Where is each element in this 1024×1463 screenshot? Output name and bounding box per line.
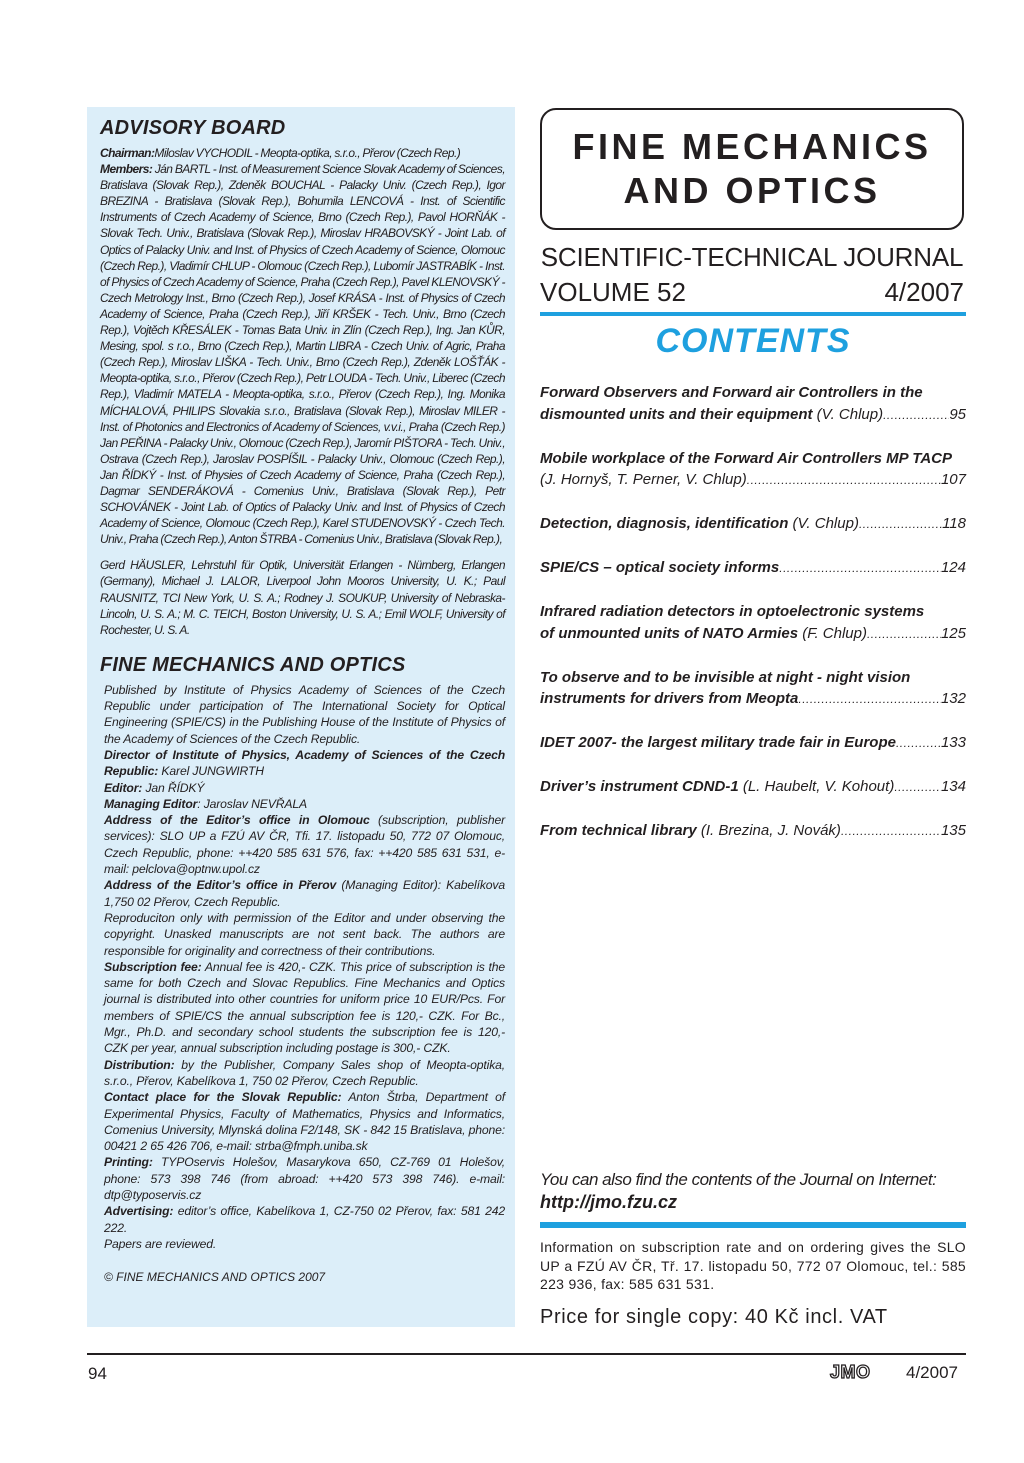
volume-row (540, 277, 964, 308)
advisory-board-title: ADVISORY BOARD (100, 117, 286, 139)
toc-entry[interactable] (540, 776, 966, 799)
page-number: 94 (88, 1364, 107, 1383)
olomouc-office-label: Address of the Editor’s office in Olomouc (104, 813, 370, 828)
single-copy-price: Price for single copy: 40 Kč incl. VAT (540, 1306, 888, 1328)
toc-entry-title: instruments for drivers from Meopta (540, 690, 799, 707)
managing-editor-label: Managing Editor (104, 796, 198, 811)
journal-url-link[interactable]: http://jmo.fzu.cz (540, 1192, 677, 1212)
distribution-text: by the Publisher, Company Sales shop of Meopta-optika, s.r.o., Přerov, Kabelíkova 1, 750 02 Přerov, Czech Republic. (104, 1057, 505, 1088)
director-name: Karel JUNGWIRTH (158, 764, 264, 779)
printing-label: Printing: (104, 1155, 153, 1170)
printing-text: TYPOservis Holešov, Masarykova 650, CZ-769 01 Holešov, phone: 573 398 746 (from abroad: ++420 573 398 746). e-mail: dtp@typoservis.cz (104, 1155, 505, 1203)
toc-entry[interactable] (540, 601, 966, 645)
accent-divider-bottom (540, 1222, 966, 1228)
distribution-label: Distribution: (104, 1057, 175, 1072)
toc-entry-authors: (F. Chlup) (798, 624, 867, 642)
toc-entry-title: Driver’s instrument CDND-1 (540, 778, 739, 795)
chairman-text: Miloslav VYCHODIL - Meopta-optika, s.r.o., Přerov (Czech Rep.) (154, 146, 461, 160)
internet-note: You can also find the contents of the Journal on Internet: (540, 1170, 937, 1189)
toc-page-number: 95 (949, 405, 966, 423)
toc-page-number: 135 (940, 822, 966, 839)
toc-page-number: 124 (940, 559, 966, 576)
journal-title-line1: FINE MECHANICS (572, 126, 932, 167)
toc-leader-dots (894, 777, 941, 799)
toc-leader-dots (859, 514, 942, 536)
prerov-office-label: Address of the Editor’s office in Přerov (104, 878, 337, 893)
review-note: Papers are reviewed. (104, 1236, 217, 1251)
toc-entry[interactable] (540, 448, 966, 492)
issue-label: 4/2007 (884, 277, 964, 307)
subscription-fee-text: Annual fee is 420,- CZK. This price of subscription is the same for both Czech and Slovac Republics. Fine Mechanics and Optics journal is distributed into other countries for uniform price 10 EUR/Pcs. For members of SPIE/CS the annual subscription fee is 120,- CZK. For Bc., Mgr., Ph.D. and secondary school students the subscription fee is 120,- CZK per year, annual subscription including postage is 300,- CZK. (104, 959, 505, 1056)
published-by: Published by Institute of Physics Academy of Sciences of the Czech Republic under participation of The International Society for Optical Engineering (SPIE/CS) in the Publishing House of the Institute of Physics of the Academy of Sciences of the Czech Republic. (104, 682, 505, 746)
volume-label: VOLUME 52 (540, 277, 686, 307)
jmo-logo-text: JMO (830, 1362, 871, 1382)
toc-entry[interactable] (540, 732, 966, 755)
toc-entry[interactable] (540, 382, 966, 426)
table-of-contents (540, 382, 966, 864)
toc-leader-dots (779, 558, 941, 580)
toc-leader-dots (883, 405, 949, 427)
director-label: Director of Institute of Physics, Academy of Sciences of the Czech Republic: (104, 748, 505, 779)
advisory-board-text (100, 145, 505, 638)
toc-leader-dots (747, 470, 941, 492)
toc-page-number: 134 (940, 778, 966, 795)
footer-issue: 4/2007 (906, 1363, 958, 1382)
toc-page-number: 118 (942, 515, 966, 532)
toc-entry-title: IDET 2007- the largest military trade fair in Europe (540, 734, 896, 751)
slovak-contact-label: Contact place for the Slovak Republic: (104, 1090, 342, 1105)
editor-name: Jan ŘÍDKÝ (142, 780, 205, 795)
foreign-members-text: Gerd HÄUSLER, Lehrstuhl für Optik, Universität Erlangen - Nürnberg, Erlangen (Germany), Michael J. LALOR, Liverpool John Mooros University, U. K.; Paul RAUSNITZ, TCI New York, U. S. A.; Rodney J. SOUKUP, University of Nebraska-Lincoln, U. S. A.; M. C. TEICH, Boston University, U. S. A.; Emil WOLF, University of Rochester, U. S. A. (100, 558, 505, 637)
toc-entry-title: of unmounted units of NATO Armies (540, 624, 799, 642)
toc-entry[interactable] (540, 820, 966, 843)
toc-leader-dots (867, 624, 941, 646)
reproduction-note: Reproduciton only with permission of the Editor and under observing the copyright. Unasked manuscripts are not sent back. The authors are responsible for originality and correctness of their contributions. (104, 910, 505, 958)
subscription-fee-label: Subscription fee: (104, 959, 202, 974)
accent-divider (540, 312, 966, 316)
toc-entry-authors: (J. Hornyš, T. Perner, V. Chlup) (540, 471, 747, 488)
masthead-panel (87, 107, 515, 1327)
jmo-logo (830, 1362, 871, 1383)
toc-entry-title: To observe and to be invisible at night - night vision (540, 668, 911, 686)
toc-page-number: 107 (940, 471, 966, 488)
toc-entry-title: Detection, diagnosis, identification (540, 515, 789, 532)
toc-entry-title: Mobile workplace of the Forward Air Controllers MP TACP (540, 449, 952, 467)
journal-subtitle: SCIENTIFIC-TECHNICAL JOURNAL (540, 242, 964, 272)
toc-entry-title: SPIE/CS – optical society informs (540, 559, 780, 576)
members-text: Ján BARTL - Inst. of Measurement Science Slovak Academy of Sciences, Bratislava (Slovak Rep.), Zdeněk BOUCHAL - Palacky Univ. (Czech Rep.), Igor BREZINA - Bratislava (Slovak Rep.), Bohumila LENCOVÁ - Inst. of Scientific Instruments of Czech Academy of Science, Brno (Czech Rep.), Pavol HORŇÁK - Slovak Tech. Univ., Bratislava (Slovak Rep.), Miroslav HRABOVSKÝ - Joint Lab. of Optics of Palacky Univ. and Inst. of Physics of Czech Academy of Science, Olomouc (Czech Rep.), Vladimír CHLUP - Olomouc (Czech Rep.), Lubomír JASTRABÍK - Inst. of Physics of Czech Academy of Science, Praha (Czech Rep.), Pavel KLENOVSKÝ - Czech Metrology Inst., Brno (Czech Rep.), Josef KRÁSA - Inst. of Physics of Czech Academy of Science, Praha (Czech Rep.), Jiří KRŠEK - Tech. Univ., Brno (Czech Rep.), Vojtěch KŘESÁLEK - Tomas Bata Univ. in Zlín (Czech Rep.), Ing. Jan KŮR, Mesing, spol. s r.o., Brno (Czech Rep.), Martin LIBRA - Czech Univ. of Agric, Praha (Czech Rep.), Miroslav LIŠKA - Tech. Univ., Brno (Czech Rep.), Zdeněk LOŠŤÁK - Meopta-optika, s.r.o., Přerov (Czech Rep.), Petr LOUDA - Tech. Univ., Liberec (Czech Rep.), Vladimír MATELA - Meopta-optika, s.r.o., Přerov (Czech Rep.), Ing. Monika MÍCHALOVÁ, PHILIPS Slovakia s.r.o., Bratislava (Slovak Rep.), Miroslav MILER - Inst. of Photonics and Electronics of Academy of Sciences, v.v.i., Praha (Czech Rep.) Jan PEŘINA - Palacky Univ., Olomouc (Czech Rep.), Jaromír PIŠTORA - Tech. Univ., Ostrava (Czech Rep.), Jaroslav POSPÍŠIL - Palacky Univ., Olomouc (Czech Rep.), Jan ŘÍDKÝ - Inst. of Physies of Czech Academy of Science, Praha (Czech Rep.), Dagmar SENDERÁKOVÁ - Comenius Univ., Bratislava (Slovak Rep.), Petr SCHOVÁNEK - Joint Lab. of Optics of Palacky Univ. and Inst. of Physics of Czech Academy of Science, Olomouc (Czech Rep.), Karel STUDENOVSKÝ - Czech Tech. Univ., Praha (Czech Rep.), Anton ŠTRBA - Comenius Univ., Bratislava (Slovak Rep.), (100, 162, 505, 547)
toc-entry-title: Forward Observers and Forward air Controllers in the (540, 384, 923, 401)
toc-leader-dots (841, 821, 941, 843)
toc-page-number: 133 (940, 734, 966, 751)
toc-entry-authors: (L. Haubelt, V. Kohout) (738, 778, 895, 795)
toc-entry-authors: (V. Chlup) (812, 405, 884, 423)
toc-leader-dots (798, 689, 941, 711)
toc-page-number: 125 (940, 624, 966, 642)
footer-rule (87, 1353, 966, 1355)
subscription-info: Information on subscription rate and on ordering gives the SLO UP a FZÚ AV ČR, Tř. 17. listopadu 50, 772 07 Olomouc, tel.: 585 223 936, fax: 585 631 531. (540, 1239, 966, 1292)
prerov-office-text: (Managing Editor): Kabelíkova 1,750 02 Přerov, Czech Republic. (104, 878, 505, 909)
toc-entry[interactable] (540, 513, 966, 536)
publisher-info (104, 682, 505, 1252)
journal-title-box (540, 108, 964, 230)
advertising-label: Advertising: (104, 1204, 174, 1219)
editor-label: Editor: (104, 780, 143, 795)
slovak-contact-text: Anton Štrba, Department of Experimental Physics, Faculty of Mathematics, Physics and Informatics, Comenius University, Mlynská dolina F2/148, SK - 842 15 Bratislava, phone: 00421 2 65 426 706, e-mail: strba@fmph.uniba.sk (104, 1090, 505, 1154)
toc-entry[interactable] (540, 667, 966, 711)
toc-entry-title: Infrared radiation detectors in optoelectronic systems (540, 603, 925, 620)
chairman-label: Chairman: (100, 146, 155, 160)
fmo-section-title: FINE MECHANICS AND OPTICS (100, 653, 406, 676)
contents-heading: CONTENTS (655, 322, 851, 360)
olomouc-office-text: (subscription, publisher services): SLO UP a FZÚ AV ČR, Tfi. 17. listopadu 50, 772 07 Olomouc, Czech Republic, phone: ++420 585 631 576, fax: ++420 585 631 531, e-mail: pelclova@optnw.upol.cz (104, 813, 505, 877)
toc-entry-authors: (I. Brezina, J. Novák) (696, 822, 841, 839)
toc-entry[interactable] (540, 557, 966, 580)
members-label: Members: (100, 162, 153, 177)
journal-title-line2: AND OPTICS (623, 170, 881, 211)
advertising-text: editor’s office, Kabelíkova 1, CZ-750 02 Přerov, fax: 581 242 222. (104, 1204, 505, 1235)
toc-entry-title: From technical library (540, 822, 697, 839)
toc-entry-title: dismounted units and their equipment (540, 405, 813, 423)
copyright-notice: © FINE MECHANICS AND OPTICS 2007 (104, 1270, 326, 1285)
managing-editor-name: : Jaroslav NEVŘALA (197, 796, 307, 811)
toc-leader-dots (896, 733, 941, 755)
toc-page-number: 132 (940, 690, 966, 707)
toc-entry-authors: (V. Chlup) (788, 515, 859, 532)
